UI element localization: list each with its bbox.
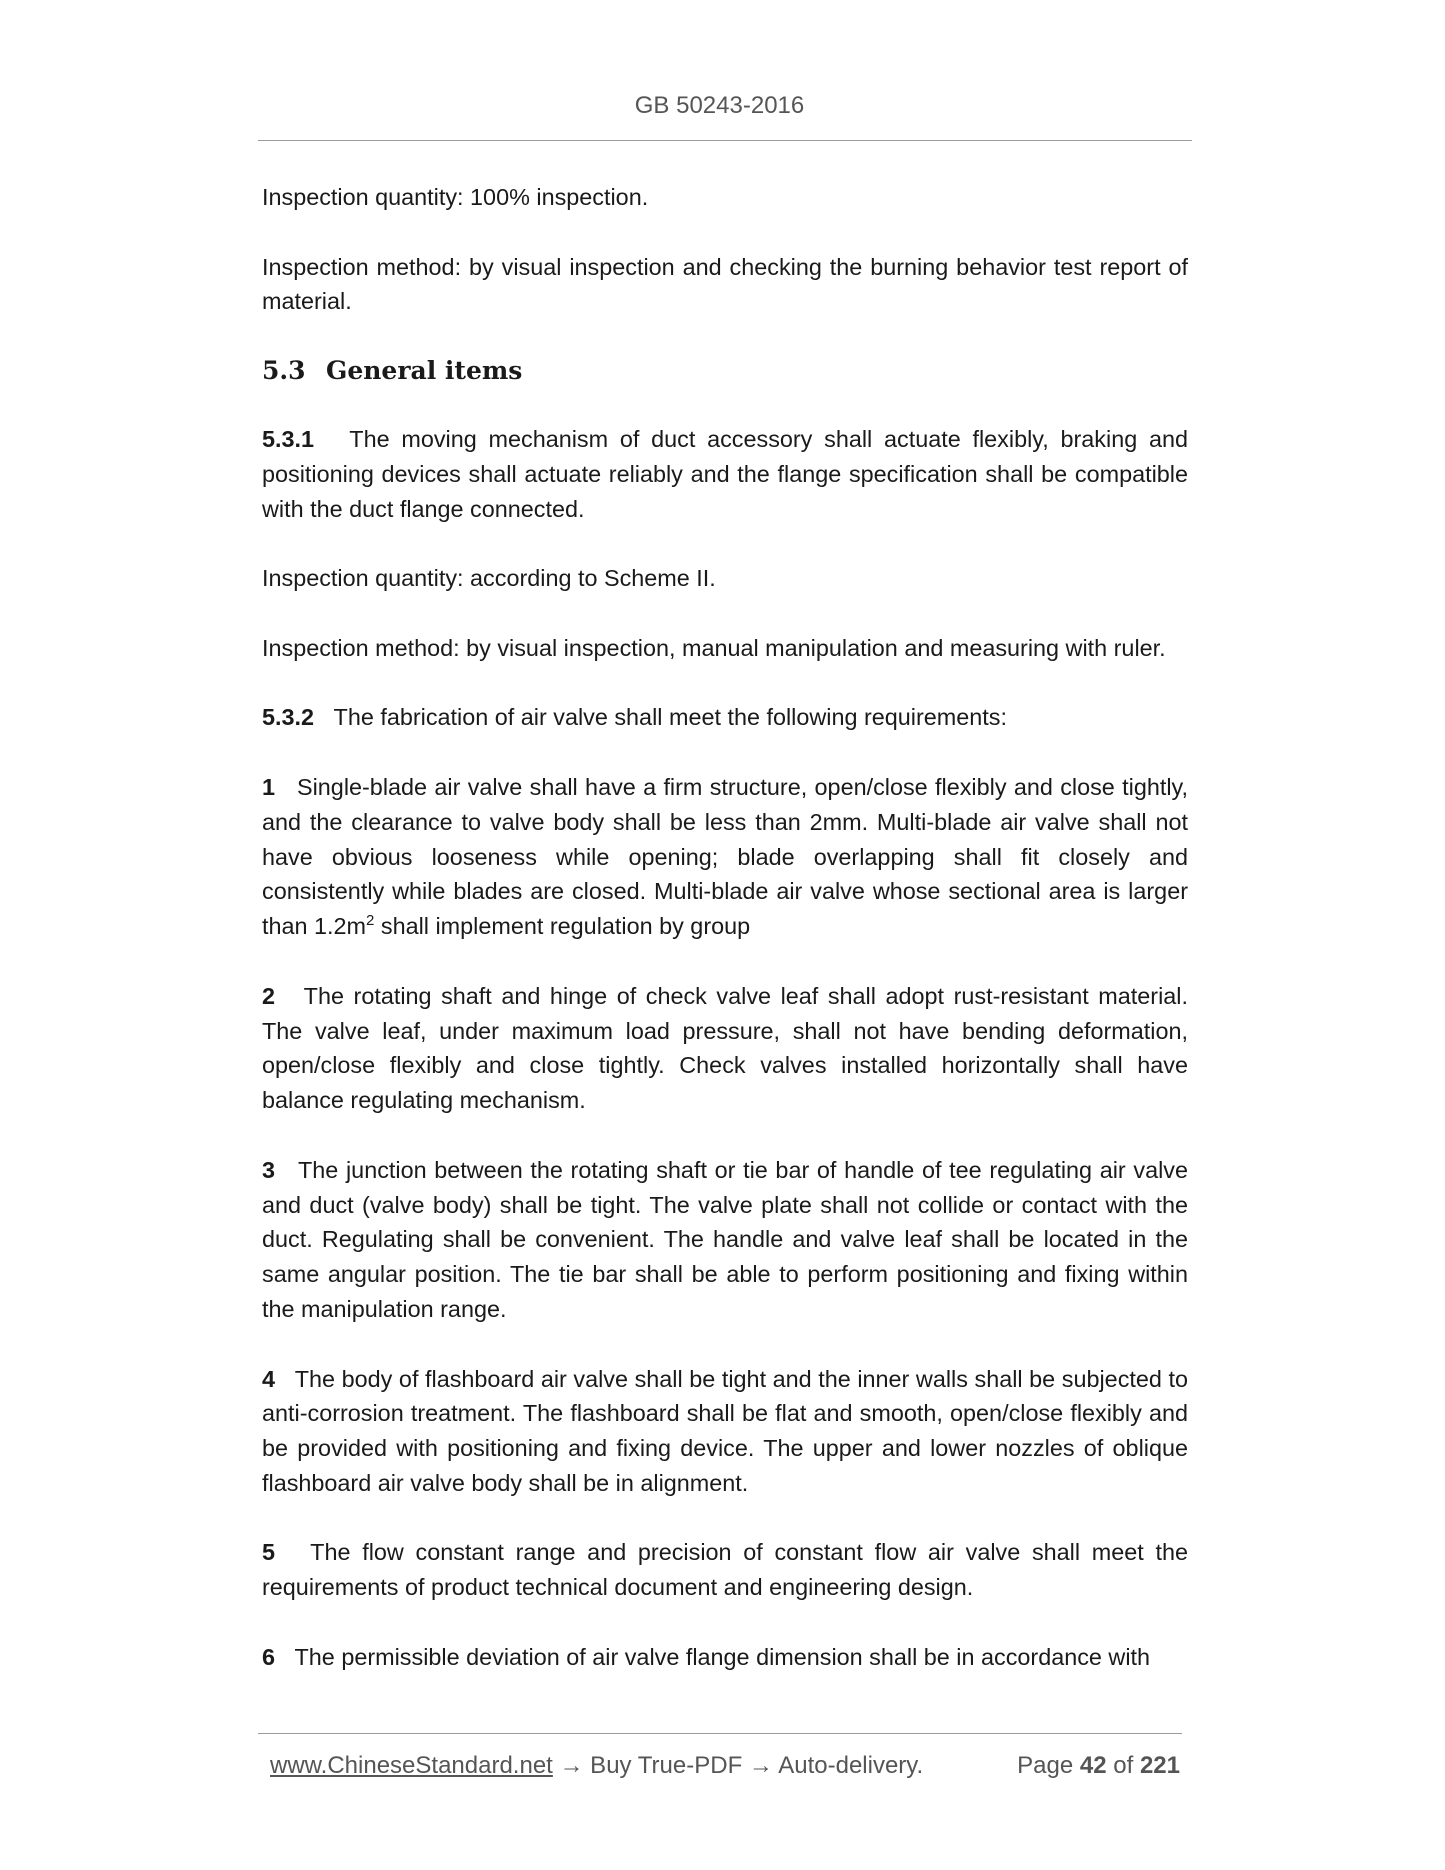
section-number: 5.3 bbox=[262, 355, 306, 385]
item-number: 6 bbox=[262, 1643, 276, 1670]
superscript: 2 bbox=[366, 912, 375, 930]
clause-text: The fabrication of air valve shall meet the following requirements: bbox=[333, 704, 1007, 731]
clause-number: 5.3.2 bbox=[262, 704, 315, 731]
list-item bbox=[262, 979, 1188, 1118]
item-number: 2 bbox=[262, 982, 276, 1009]
item-number: 4 bbox=[262, 1365, 276, 1392]
list-item bbox=[262, 1640, 1188, 1675]
running-header: GB 50243-2016 bbox=[634, 92, 805, 119]
footer-tagline: → Buy True-PDF → Auto-delivery. bbox=[559, 1752, 924, 1779]
list-item bbox=[262, 770, 1188, 944]
item-number: 3 bbox=[262, 1156, 276, 1183]
item-text-tail: shall implement regulation by group bbox=[380, 913, 751, 940]
inspection-method: Inspection method: by visual inspection and checking the burning behavior test report of material. bbox=[262, 253, 1188, 315]
page-label: Page bbox=[1017, 1752, 1074, 1779]
clause-5-3-1-inspection-method: Inspection method: by visual inspection, manual manipulation and measuring with ruler. bbox=[262, 634, 1166, 661]
item-text: The junction between the rotating shaft or tie bar of handle of tee regulating air valve and duct (valve body) shall be tight. The valve plate shall not collide or contact with the duct. Regulating shall be convenient. The handle and valve leaf shall be located in the same angular position. The tie bar shall be able to perform positioning and fixing within the manipulation range. bbox=[262, 1156, 1188, 1322]
clause-number: 5.3.1 bbox=[262, 425, 315, 452]
document-body bbox=[262, 180, 1188, 1675]
section-title: General items bbox=[326, 355, 523, 385]
item-number: 1 bbox=[262, 773, 276, 800]
page-of-label: of bbox=[1113, 1752, 1134, 1779]
list-item bbox=[262, 1535, 1188, 1605]
clause-5-3-1-inspection-quantity: Inspection quantity: according to Scheme II. bbox=[262, 565, 716, 592]
page-footer bbox=[270, 1752, 1180, 1780]
clause-5-3-2 bbox=[262, 700, 1188, 735]
website-link[interactable]: www.ChineseStandard.net bbox=[270, 1752, 553, 1779]
list-item bbox=[262, 1153, 1188, 1327]
clause-text: The moving mechanism of duct accessory shall actuate flexibly, braking and positioning devices shall actuate reliably and the flange specification shall be compatible with the duct flange connected. bbox=[262, 425, 1188, 522]
page-indicator bbox=[1017, 1752, 1180, 1780]
footer-divider bbox=[258, 1733, 1182, 1734]
clause-5-3-1 bbox=[262, 422, 1188, 526]
item-text: The permissible deviation of air valve flange dimension shall be in accordance with bbox=[294, 1643, 1151, 1670]
item-text: Single-blade air valve shall have a firm structure, open/close flexibly and close tightly, and the clearance to valve body shall be less than 2mm. Multi-blade air valve shall not have obvious looseness while opening; blade overlapping shall fit closely and consistently while blades are closed. Multi-blade air valve whose sectional area is larger than 1.2m bbox=[262, 773, 1188, 940]
header-divider bbox=[258, 140, 1192, 141]
section-heading bbox=[262, 354, 1188, 388]
page-total: 221 bbox=[1139, 1752, 1180, 1779]
item-number: 5 bbox=[262, 1539, 276, 1566]
item-text: The flow constant range and precision of constant flow air valve shall meet the requirements of product technical document and engineering design. bbox=[262, 1539, 1189, 1601]
page-current: 42 bbox=[1079, 1752, 1107, 1779]
inspection-quantity: Inspection quantity: 100% inspection. bbox=[262, 184, 649, 210]
item-text: The rotating shaft and hinge of check valve leaf shall adopt rust-resistant material. The valve leaf, under maximum load pressure, shall not have bending deformation, open/close flexibly and close tightly. Check valves installed horizontally shall have balance regulating mechanism. bbox=[262, 982, 1189, 1114]
list-item bbox=[262, 1362, 1188, 1501]
item-text: The body of flashboard air valve shall be tight and the inner walls shall be subjected to anti-corrosion treatment. The flashboard shall be flat and smooth, open/close flexibly and be provided with positioning and fixing device. The upper and lower nozzles of oblique flashboard air valve body shall be in alignment. bbox=[262, 1365, 1188, 1496]
